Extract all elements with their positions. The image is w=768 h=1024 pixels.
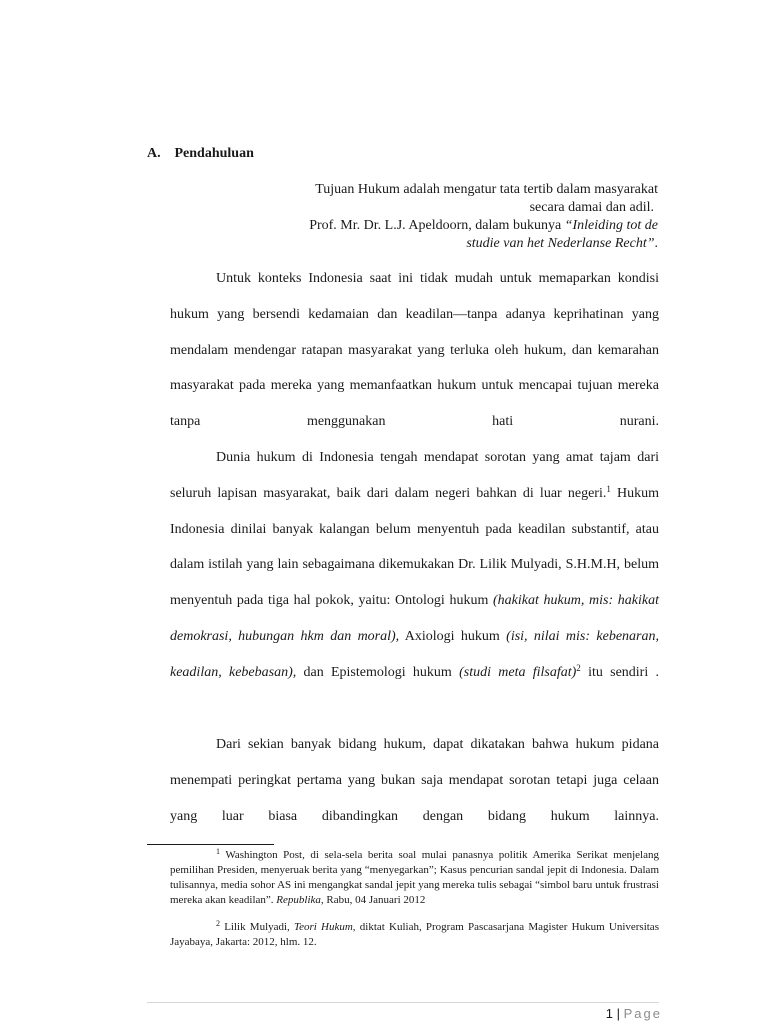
- footnote-1-date: Rabu, 04 Januari 2012: [323, 894, 426, 906]
- section-heading: [147, 146, 254, 162]
- footnote-1: [170, 848, 659, 908]
- section-title: Pendahuluan: [174, 146, 254, 161]
- footnote-1-number: 1: [216, 847, 220, 856]
- footnote-ref-1[interactable]: 1: [606, 483, 611, 494]
- paragraph-3: [170, 727, 659, 834]
- footnote-2-number: 2: [216, 919, 220, 928]
- epigraph-book-title-1: “Inleiding tot de: [564, 218, 658, 233]
- footnote-2-details: diktat Kuliah, Program Pascasarjana Magister Hukum Universitas Jayabaya, Jakarta: 2012, hlm. 12.: [170, 921, 659, 948]
- footnotes: [170, 848, 659, 950]
- page-label: Page: [623, 1006, 662, 1021]
- paragraph-2-italic-3: (studi meta filsafat): [459, 664, 577, 680]
- paragraph-2-italic-2: (isi, nilai mis: kebenaran, keadilan, kebebasan),: [170, 628, 659, 680]
- footnote-2-title: Teori Hukum,: [294, 921, 356, 933]
- epigraph-book-title-2: studie van het Nederlanse Recht”: [466, 236, 655, 251]
- paragraph-1-text: Untuk konteks Indonesia saat ini tidak mudah untuk memaparkan kondisi hukum yang bersendi kedamaian dan keadilan—tanpa adanya keprihatinan yang mendalam mendengar ratapan masyarakat yang terluka oleh hukum, dan kemarahan masyarakat pada mereka yang memanfaatkan hukum untuk mencapai tujuan mereka tanpa menggunakan hati nurani.: [170, 271, 659, 430]
- footnote-2: [170, 920, 659, 950]
- epigraph-end: .: [654, 236, 658, 251]
- paragraph-3-text: Dari sekian banyak bidang hukum, dapat dikatakan bahwa hukum pidana menempati peringkat pertama yang bukan saja mendapat sorotan tetapi juga celaan yang luar biasa dibandingkan dengan bidang hukum lainnya.: [170, 737, 659, 824]
- footnote-separator: [147, 844, 274, 845]
- footnote-1-text: Washington Post, di sela-sela berita soal mulai panasnya politik Amerika Serikat menjelang pemilihan Presiden, menyeruak berita yang “menyegarkan”; Kasus pencurian sandal jepit di Indonesia. Dalam tulisannya, media sohor AS ini mengangkat sandal jepit yang mereka tulis sebagai “simbol baru untuk frustrasi mereka akan keadilan”.: [170, 849, 659, 906]
- epigraph-attribution: [260, 217, 658, 235]
- epigraph-quote-line-2: secara damai dan adil.: [529, 200, 654, 215]
- page-number: 1: [605, 1006, 613, 1021]
- page-footer: [606, 1006, 662, 1021]
- paragraph-2-text-d: dan Epistemologi hukum: [296, 664, 460, 680]
- paragraph-2-italic-1: (hakikat hukum, mis: hakikat demokrasi, hubungan hkm dan moral),: [170, 593, 659, 644]
- footnote-ref-2[interactable]: 2: [576, 662, 581, 673]
- epigraph-attribution-cont: [260, 235, 658, 253]
- epigraph-author: Prof. Mr. Dr. L.J. Apeldoorn, dalam bukunya: [309, 218, 565, 233]
- footer-separator: |: [616, 1006, 620, 1021]
- footer-rule: [147, 1002, 659, 1003]
- paragraph-2-text-e: itu sendiri .: [580, 664, 659, 680]
- epigraph: [260, 181, 658, 253]
- section-number: A.: [147, 146, 161, 161]
- epigraph-quote-line-1: Tujuan Hukum adalah mengatur tata tertib dalam masyarakat: [315, 182, 658, 197]
- paragraph-2-text-a: Dunia hukum di Indonesia tengah mendapat sorotan yang amat tajam dari seluruh lapisan masyarakat, baik dari dalam negeri bahkan di luar negeri.: [170, 450, 659, 501]
- footnote-1-source: Republika,: [276, 894, 324, 906]
- paragraph-2: [170, 440, 659, 691]
- paragraph-2-text-b: Hukum Indonesia dinilai banyak kalangan belum menyentuh pada keadilan substantif, atau dalam istilah yang lain sebagaimana dikemukakan Dr. Lilik Mulyadi, S.H.M.H, belum menyentuh pada tiga hal pokok, yaitu: Ontologi hukum: [170, 485, 660, 609]
- paragraph-2-text-c: Axiologi hukum: [399, 628, 507, 644]
- paragraph-1: [170, 261, 659, 440]
- footnote-2-author: Lilik Mulyadi,: [220, 921, 295, 933]
